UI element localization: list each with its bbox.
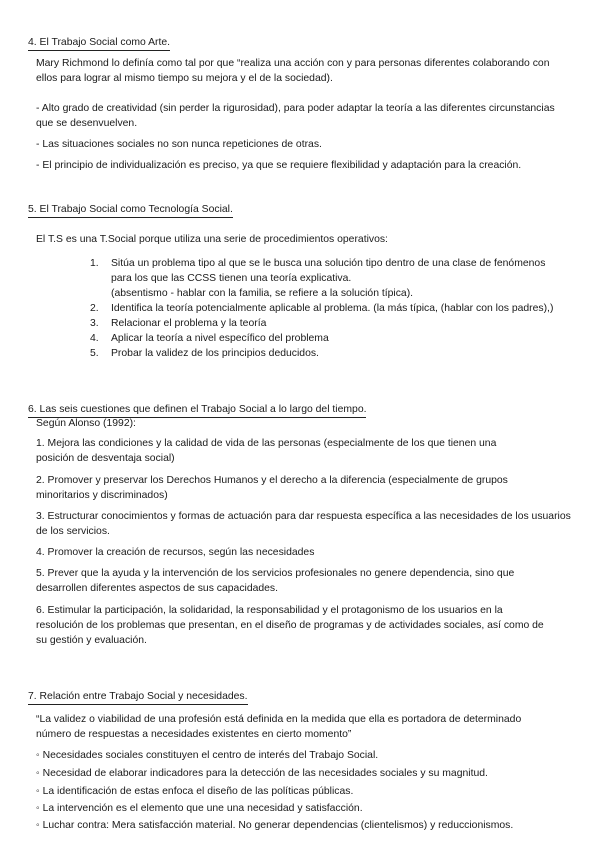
section-6-item-6: 6. Estimular la participación, la solidaridad, la responsabilidad y el protagonismo de los usuarios en la resolución de los problemas que presentan, en el diseño de programas y de actividades sociales, así como de su gestión y evaluación. (36, 605, 544, 646)
section-6-item-2: 2. Promover y preservar los Derechos Humanos y el derecho a la diferencia (especialmente de grupos minoritarios y discriminados) (36, 475, 508, 501)
section-4-point-1: - Alto grado de creatividad (sin perder la rigurosidad), para poder adaptar la teoría a las diferentes circunstancias que se desenvuelven. (36, 103, 555, 129)
section-6-item-5: 5. Prever que la ayuda y la intervención de los servicios profesionales no genere dependencia, sino que desarrollen diferentes aspectos de sus capacidades. (36, 568, 515, 594)
section-7-quote: “La validez o viabilidad de una profesión está definida en la medida que ella es portadora de determinado número de respuestas a necesidades existentes en cierto momento” (36, 714, 522, 740)
step-text: Probar la validez de los principios deducidos. (111, 348, 319, 359)
section-6-item-1: 1. Mejora las condiciones y la calidad de vida de las personas (especialmente de los que tienen una posición de desventaja social) (36, 438, 497, 464)
procedure-steps (90, 256, 560, 361)
procedure-step (90, 301, 560, 316)
section-6-heading: 6. Las seis cuestiones que definen el Trabajo Social a lo largo del tiempo. (28, 402, 366, 418)
section-7-heading: 7. Relación entre Trabajo Social y necesidades. (28, 689, 248, 705)
step-text: Aplicar la teoría a nivel específico del problema (111, 333, 329, 344)
step-text: Identifica la teoría potencialmente aplicable al problema. (la más típica, (hablar con los padres),) (111, 303, 554, 314)
need-bullet: ◦ La identificación de estas enfoca el diseño de las políticas públicas. (36, 786, 354, 797)
section-6-item-3: 3. Estructurar conocimientos y formas de actuación para dar respuesta específica a las necesidades de los usuarios de los servicios. (36, 511, 571, 537)
need-bullet: ◦ La intervención es el elemento que une una necesidad y satisfacción. (36, 803, 363, 814)
step-number: 1. (90, 258, 99, 269)
section-4-point-3: - El principio de individualización es preciso, ya que se requiere flexibilidad y adaptación para la creación. (36, 160, 522, 171)
step-text: Sitúa un problema tipo al que se le busca una solución tipo dentro de una clase de fenómenos para los que las CCSS tienen una teoría explicativa. (111, 258, 546, 284)
step-number: 4. (90, 333, 99, 344)
procedure-step (90, 331, 560, 346)
procedure-step (90, 256, 560, 301)
need-bullet: ◦ Luchar contra: Mera satisfacción material. No generar dependencias (clientelismos) y reduccionismos. (36, 820, 514, 831)
section-4-heading: 4. El Trabajo Social como Arte. (28, 35, 170, 51)
step-number: 3. (90, 318, 99, 329)
need-bullet: ◦ Necesidades sociales constituyen el centro de interés del Trabajo Social. (36, 750, 379, 761)
section-5-heading: 5. El Trabajo Social como Tecnología Social. (28, 202, 233, 218)
section-5-intro: El T.S es una T.Social porque utiliza una serie de procedimientos operativos: (36, 234, 388, 245)
section-4-point-2: - Las situaciones sociales no son nunca repeticiones de otras. (36, 139, 322, 150)
need-bullet: ◦ Necesidad de elaborar indicadores para la detección de las necesidades sociales y su magnitud. (36, 768, 488, 779)
section-4-intro: Mary Richmond lo definía como tal por que “realiza una acción con y para personas diferentes colaborando con ellos para lograr al mismo tiempo su mejora y el de la sociedad). (36, 58, 550, 84)
step-extra: (absentismo - hablar con la familia, se refiere a la solución típica). (111, 288, 414, 299)
step-text: Relacionar el problema y la teoría (111, 318, 267, 329)
procedure-step (90, 346, 560, 361)
procedure-step (90, 316, 560, 331)
step-number: 2. (90, 303, 99, 314)
step-number: 5. (90, 348, 99, 359)
section-6-source: Según Alonso (1992): (36, 418, 136, 429)
section-6-item-4: 4. Promover la creación de recursos, según las necesidades (36, 547, 315, 558)
